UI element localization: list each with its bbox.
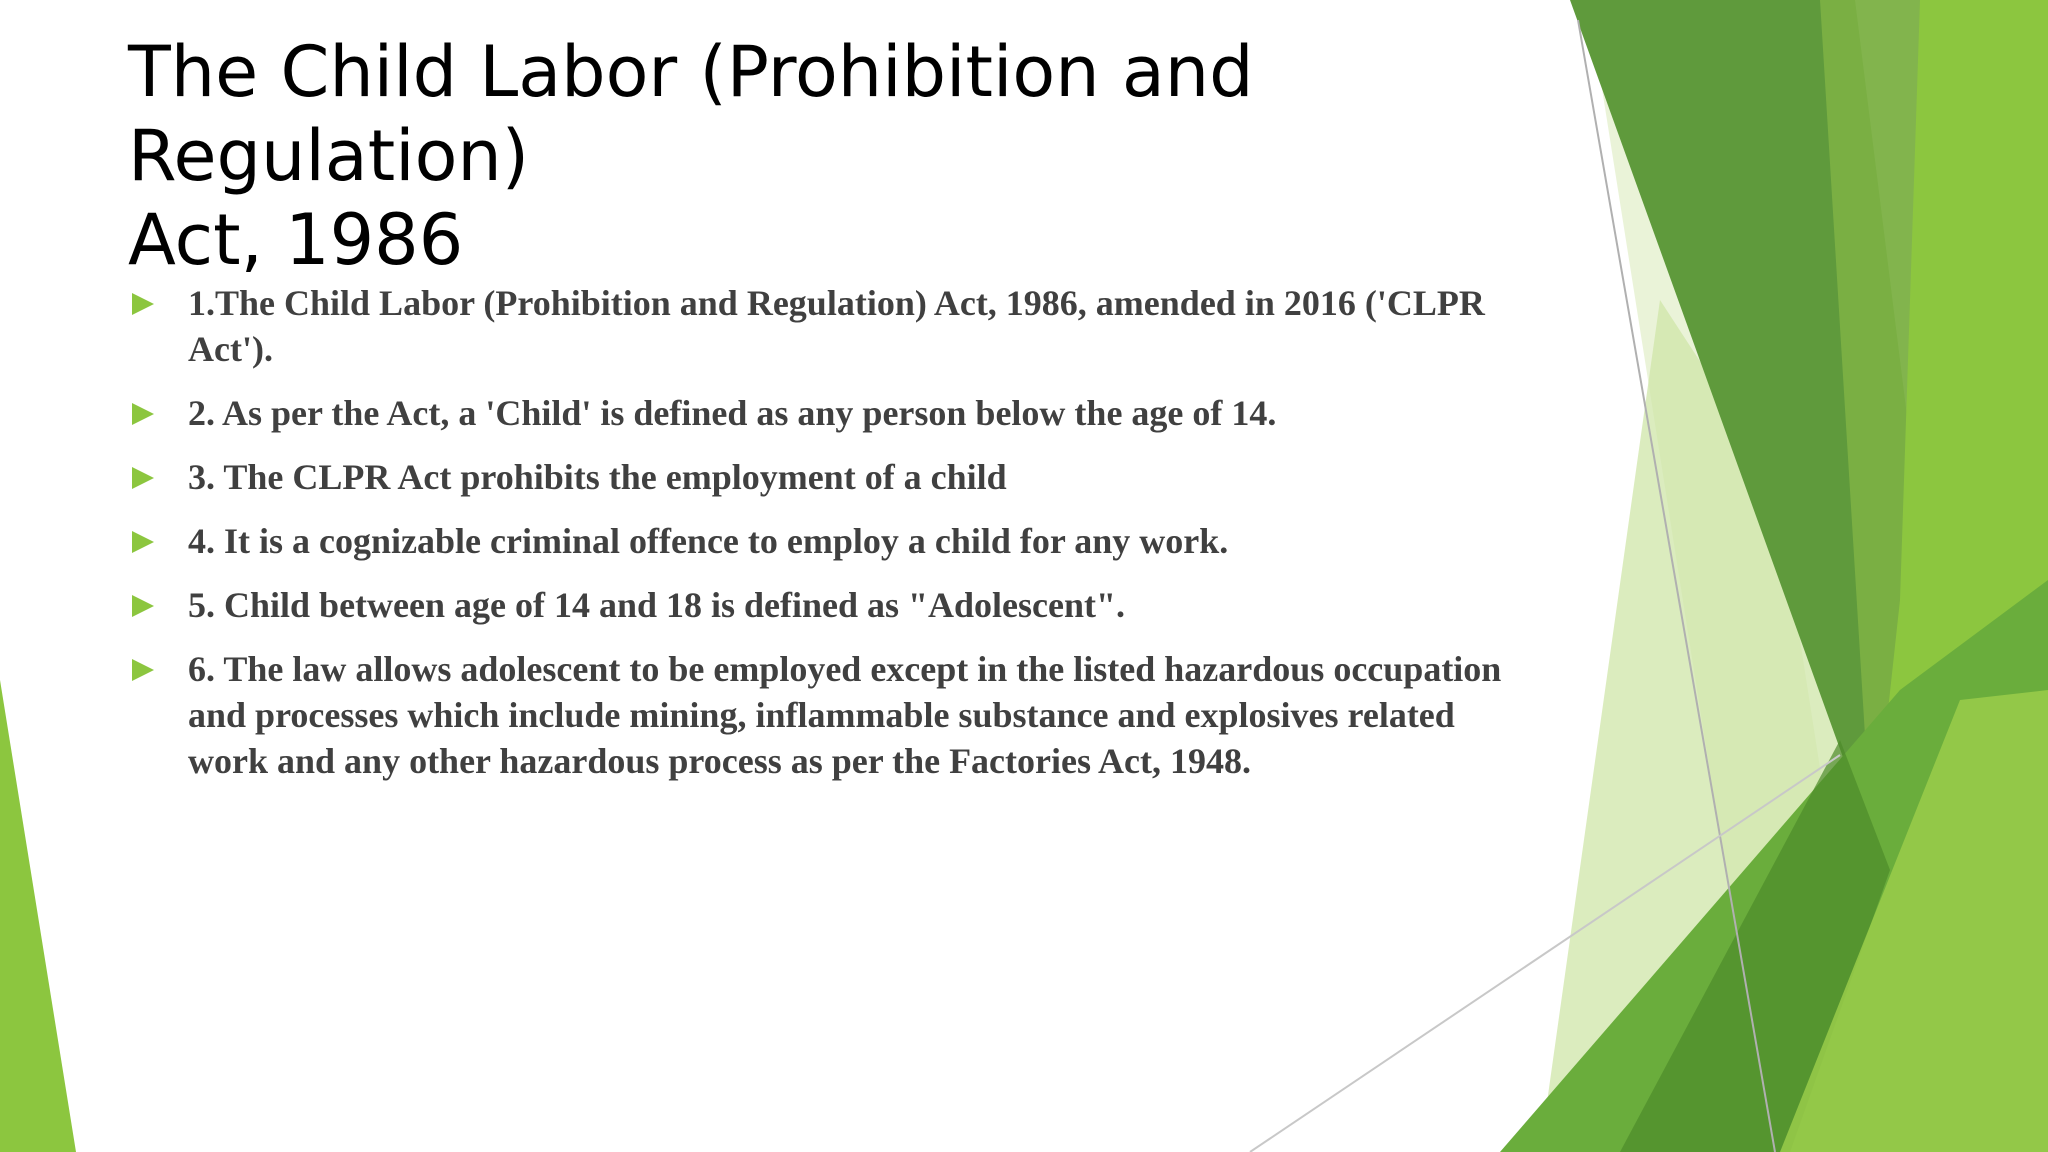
bullet-item-3 — [132, 454, 1532, 500]
title-line-1: The Child Labor (Prohibition and Regulation) — [128, 31, 1254, 197]
triangle-right-icon — [132, 595, 154, 617]
triangle-right-icon — [132, 403, 154, 425]
triangle-right-icon — [132, 659, 154, 681]
bullet-item-5 — [132, 582, 1532, 628]
bullet-item-6 — [132, 646, 1532, 784]
bullet-item-1 — [132, 280, 1532, 372]
triangle-right-icon — [132, 293, 154, 315]
bullet-list — [132, 280, 1532, 802]
slide-title — [128, 30, 1528, 282]
title-line-2: Act, 1986 — [128, 199, 464, 281]
triangle-right-icon — [132, 531, 154, 553]
left-accent-shape — [0, 680, 76, 1152]
bullet-text: 2. As per the Act, a 'Child' is defined as any person below the age of 14. — [188, 393, 1277, 433]
bullet-item-4 — [132, 518, 1532, 564]
bullet-text: 4. It is a cognizable criminal offence to employ a child for any work. — [188, 521, 1229, 561]
bullet-text: 3. The CLPR Act prohibits the employment of a child — [188, 457, 1007, 497]
bullet-item-2 — [132, 390, 1532, 436]
triangle-right-icon — [132, 467, 154, 489]
bullet-text: 1.The Child Labor (Prohibition and Regulation) Act, 1986, amended in 2016 ('CLPR Act'). — [188, 283, 1485, 369]
bullet-text: 5. Child between age of 14 and 18 is defined as "Adolescent". — [188, 585, 1126, 625]
bullet-text: 6. The law allows adolescent to be employed except in the listed hazardous occupation and processes which include mining, inflammable substance and explosives related work and any other hazardous process as per the Factories Act, 1948. — [188, 649, 1502, 781]
